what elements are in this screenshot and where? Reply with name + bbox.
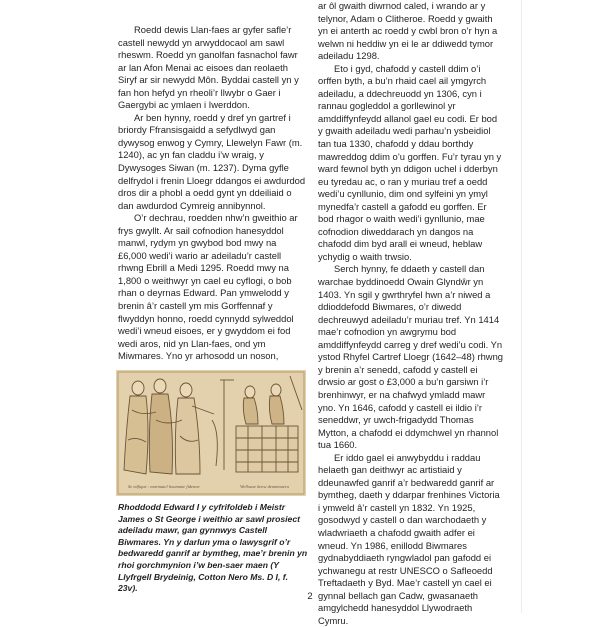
manuscript-drawing <box>116 370 306 496</box>
paragraph: O’r dechrau, roedden nhw’n gweithio ar frys gwyllt. Ar sail cofnodion hanesyddol manwl, rydym yn gwybod bod mwy na £6,000 wedi’i wario ar adeiladu’r castell rhwng Ebrill a Medi 1295. Roedd mwy na 1,800 o weithwyr yn cael eu cyflogi, o bob rhan o deyrnas Edward. Pan ymwelodd y brenin â’r castell ym mis Gorffennaf y flwyddyn honno, roedd cynnydd sylweddol wedi’i wneud eisoes, er y gwyddom ei fod wedi aros, nid yn Llan-faes, ond ym Miwmares. Yno yr arhosodd un noson, <box>118 212 298 362</box>
paragraph: Eto i gyd, chafodd y castell ddim o’i orffen byth, a bu’n rhaid cael ail ymgyrch adeiladu, a ddechreuodd yn 1306, cyn i rannau gogleddol a gorllewinol yr amddiffynfeydd allanol gael eu codi. Er bod y gwaith adeiladu wedi parhau’n ysbeidiol tan tua 1330, chafodd y ddau borthdy mawreddog ddim o’u gorffen. Fu’r tyrau yn y ward fewnol byth yn ddigon uchel i dderbyn eu tyredau ac, o ran y muriau tref a oedd wedi’u cynllunio, dim ond sylfeini yn ymyl mynedfa’r castell a gafodd eu gorffen. Er bod rhagor o waith wedi’i gynllunio, mae cofnodion diweddarach yn dangos na chafodd dim byd arall ei wneud, heblaw ychydig o waith trwsio. <box>318 62 502 262</box>
illustration-inscription-right: Wellouse kenw denmmuera <box>240 484 289 489</box>
paragraph: Ar ben hynny, roedd y dref yn gartref i briordy Ffransisgaidd a sefydlwyd gan dywysog enwog y Cymry, Llewelyn Fawr (m. 1240), ac yn fan claddu i’w wraig, y Dywysoges Siwan (m. 1237). Dyma gyfle delfrydol i frenin Lloegr ddangos ei awdurdod dros dir a phobl a oedd gynt yn ddeiliaid o dan awdurdod Cymreig annibynnol. <box>118 111 306 211</box>
page-edge-rule <box>521 0 522 613</box>
illustration-inscription-left: Se edfique : marmutcl houmane fidenne <box>128 484 200 489</box>
paragraph: ar ôl gwaith diwrnod caled, i wrando ar y telynor, Adam o Clitheroe. Roedd y gwaith yn ei anterth ac roedd y cwbl bron o’r hyn a welwn ni heddiw yn ei le ar ddiwedd tymor adeiladu 1298. <box>318 0 498 62</box>
left-text-column <box>118 24 306 363</box>
paragraph: Er iddo gael ei anwybyddu i raddau helaeth gan deithwyr ac artistiaid y ddeunawfed ganrif a’r bedwaredd ganrif ar bymtheg, daeth y ddarpar frenhines Victoria i ymweld â’r castell yn 1832. Yn 1925, gosodwyd y castell o dan warchodaeth y wladwriaeth a chafodd gwaith adfer ei wneud. Yn 1986, enillodd Biwmares gydnabyddiaeth ryngwladol pan gafodd ei ychwanegu at restr UNESCO o Safleoedd Treftadaeth y Byd. Mae’r castell yn cael ei gynnal bellach gan Cadw, gwasanaeth amgylchedd hanesyddol Llywodraeth Cymru. <box>318 451 500 626</box>
paragraph: Serch hynny, fe ddaeth y castell dan warchae byddinoedd Owain Glyndŵr yn 1403. Yn sgil y gwrthryfel hwn a’r niwed a ddioddefodd Biwmares, o’r diwedd dechreuwyd adeiladu’r muriau tref. Yn 1414 mae’r cofnodion yn awgrymu bod amddiffynfeydd carreg y dref wedi’u codi. Yn ystod Rhyfel Cartref Lloegr (1642–48) rhwng y brenin a’r senedd, cafodd y castell ei drwsio ar gost o £3,000 a bu’n garsiwn i’r brenhinwyr, er na chafwyd ymladd mawr yno. Yn 1646, cafodd y castell ei ildio i’r seneddwr, yr uwch-frigadydd Thomas Mytton, a chafodd ei ddymchwel yn rhannol tua 1660. <box>318 263 503 451</box>
manuscript-illustration <box>116 370 306 496</box>
illustration-caption: Rhoddodd Edward I y cyfrifoldeb i Meistr James o St George i weithio ar sawl prosiect adeiladu mawr, gan gynnwys Castell Biwmares. Yn y darlun yma o lawysgrif o’r bedwaredd ganrif ar bymtheg, mae’r brenin yn rhoi gorchmynion i’w ben-saer maen (Y Llyfrgell Brydeinig, Cotton Nero Ms. D I, f. 23v). <box>118 502 308 594</box>
paragraph: Roedd dewis Llan-faes ar gyfer safle’r castell newydd yn arwyddocaol am sawl rheswm. Roedd yn ganolfan fasnachol fawr ar lan Afon Menai ac eisoes dan reolaeth Siryf ar sir newydd Môn. Byddai castell yn y fan hon hefyd yn rheoli’r llwybr o Gaer i Gaergybi ac ymlaen i Iwerddon. <box>118 24 299 111</box>
right-text-column <box>318 0 504 627</box>
page-number: 2 <box>307 591 313 602</box>
